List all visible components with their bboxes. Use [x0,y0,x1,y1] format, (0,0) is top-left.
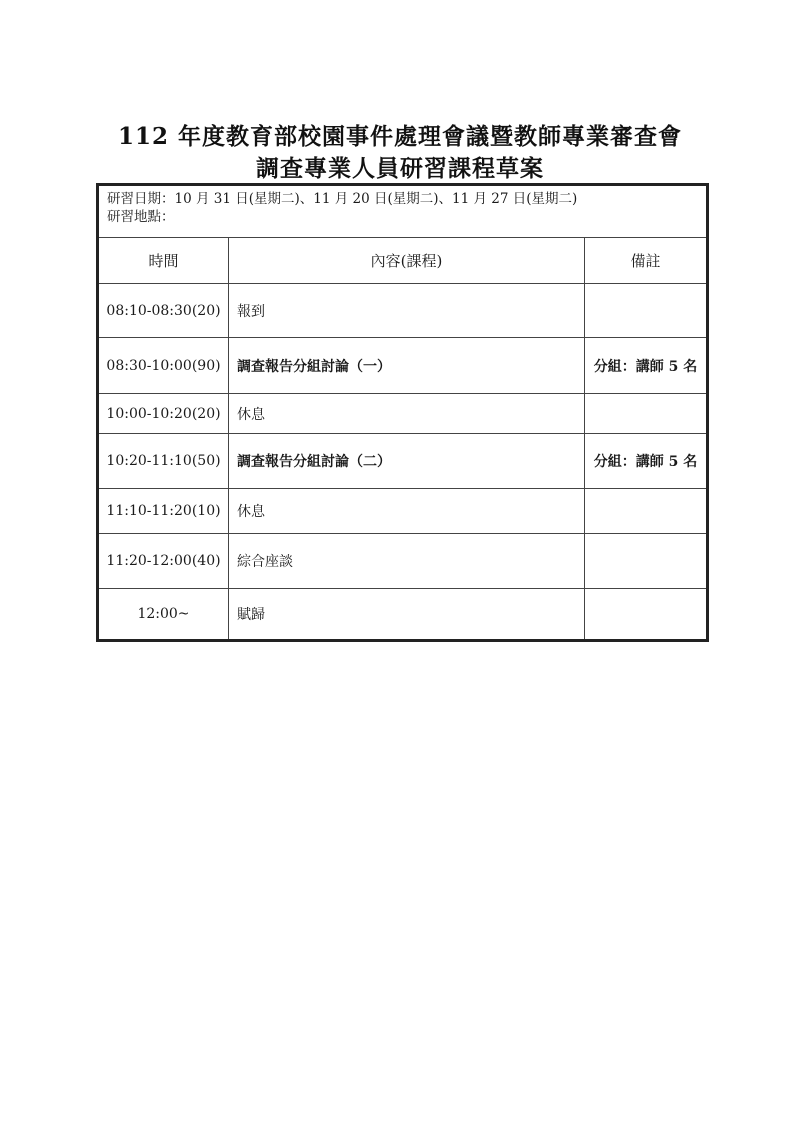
schedule-table [96,183,709,642]
row-note [585,489,706,533]
row-time: 11:10-11:20(10) [99,489,229,533]
row-time: 12:00~ [99,589,229,639]
row-note [585,284,706,337]
row-time: 11:20-12:00(40) [99,534,229,588]
document-title-line-1: 112 年度教育部校園事件處理會議暨教師專業審查會 [117,123,683,150]
table-row [99,489,706,534]
table-row [99,338,706,394]
row-note: 分組：講師 5 名 [593,454,698,470]
row-content: 休息 [229,394,585,433]
workshop-dates: 研習日期：10 月 31 日(星期二)、11 月 20 日(星期二)、11 月 27 日(星期二) [107,191,578,207]
table-row [99,394,706,434]
header-time: 時間 [99,238,229,283]
row-time: 08:10-08:30(20) [99,284,229,337]
row-content: 調查報告分組討論（二） [229,434,585,488]
row-note [585,589,706,639]
table-row [99,534,706,589]
workshop-info [99,186,706,238]
row-time: 10:00-10:20(20) [99,394,229,433]
row-content: 報到 [229,284,585,337]
row-content: 綜合座談 [229,534,585,588]
table-row [99,589,706,639]
table-header-row [99,238,706,284]
row-note [585,394,706,433]
table-row [99,434,706,489]
row-time: 10:20-11:10(50) [99,434,229,488]
row-note: 分組：講師 5 名 [593,358,698,375]
header-note: 備註 [630,252,661,270]
row-content: 調查報告分組討論（一） [229,338,585,393]
row-content: 休息 [229,489,585,533]
row-note [585,534,706,588]
header-content: 內容(課程) [229,238,585,283]
table-row [99,284,706,338]
row-time: 08:30-10:00(90) [99,338,229,393]
document-title-line-2: 調查專業人員研習課程草案 [256,155,544,182]
row-content: 賦歸 [229,589,585,639]
workshop-location: 研習地點： [107,209,175,225]
